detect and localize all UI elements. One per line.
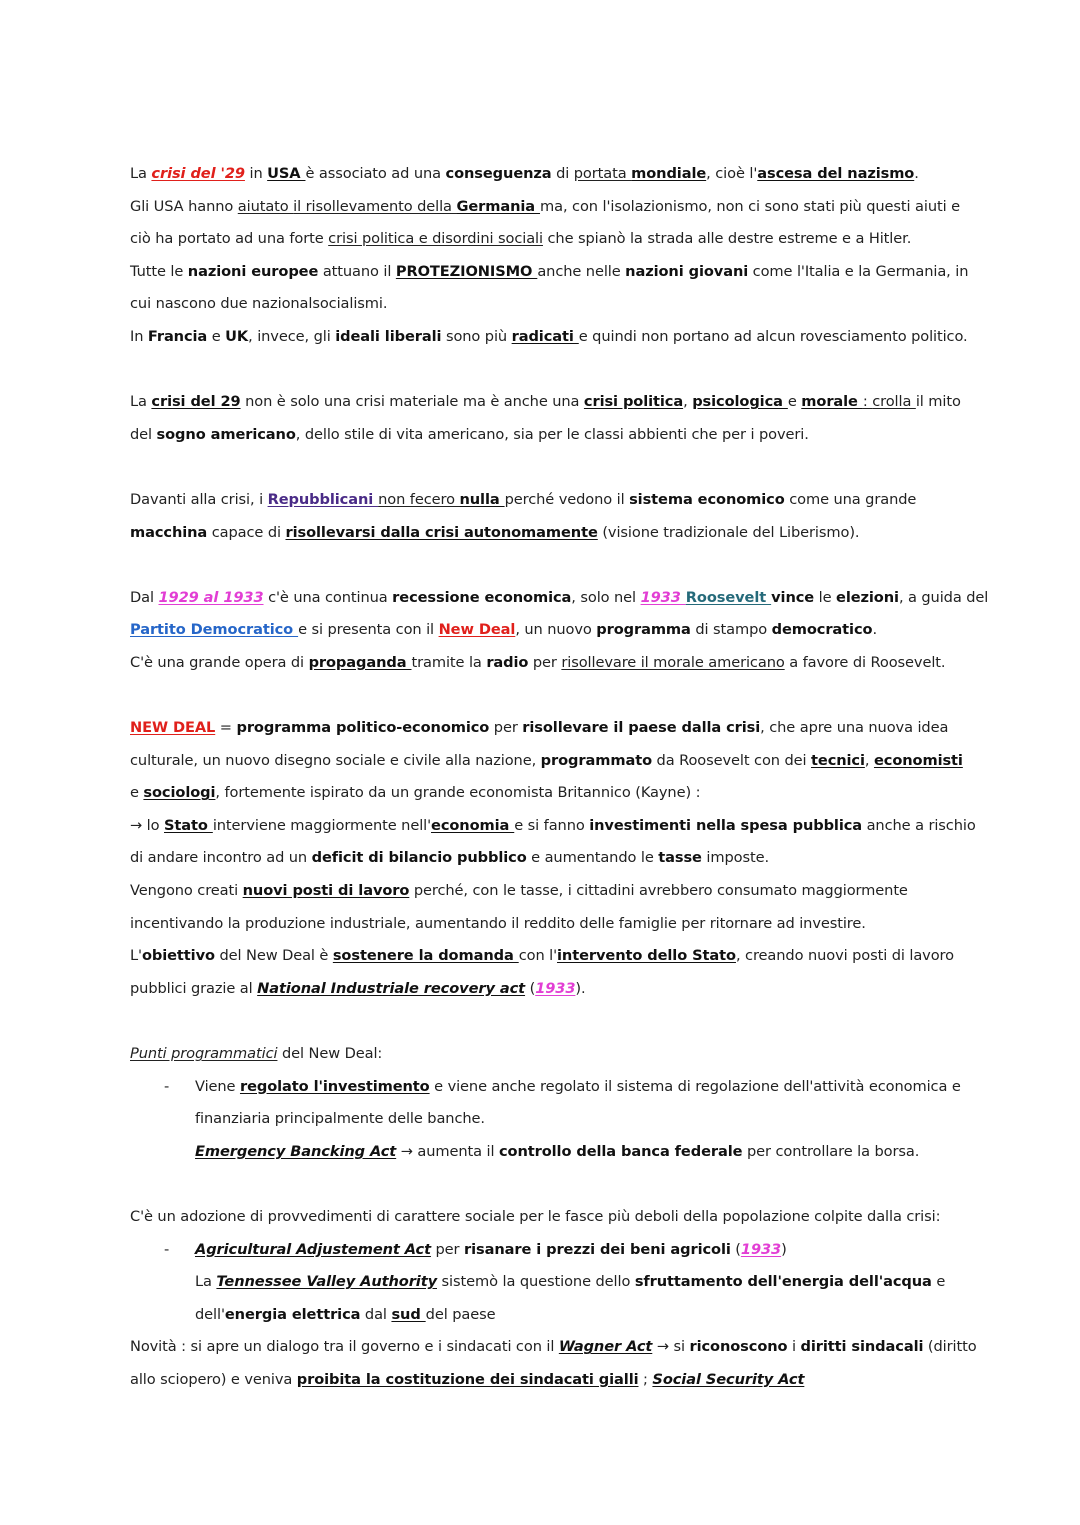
text-line — [130, 745, 963, 778]
text-run: ) — [781, 1240, 787, 1258]
text-run: sostenere la domanda — [332, 947, 519, 965]
text-run: di andare incontro ad un — [130, 849, 312, 867]
text-run: ; — [638, 1370, 653, 1388]
text-line — [130, 875, 960, 908]
text-run: programma politico-economico — [236, 719, 490, 737]
text-run: crisi politica e disordini sociali — [328, 230, 543, 248]
text-line — [130, 1266, 960, 1299]
text-run: , invece, gli — [248, 327, 336, 345]
text-run: risanare i prezzi dei beni agricoli — [463, 1240, 731, 1258]
text-run: programma — [596, 621, 691, 639]
term-roosevelt: Roosevelt — [685, 588, 772, 606]
text-run: del New Deal: — [277, 1045, 383, 1063]
term-repubblicani: Repubblicani — [267, 490, 379, 508]
term-emergency-banking-act: Emergency Bancking Act — [195, 1142, 397, 1160]
text-run: c'è una continua — [263, 588, 393, 606]
text-run: In — [130, 327, 148, 345]
text-line — [130, 842, 960, 875]
text-run: programmato — [540, 751, 652, 769]
text-run: risollevarsi dalla crisi autonomamente — [285, 523, 598, 541]
text-run: 1933 — [640, 588, 686, 606]
text-run: i — [787, 1338, 801, 1356]
text-run: : — [862, 393, 873, 411]
text-line — [130, 1364, 960, 1397]
text-run: , che apre una nuova idea — [760, 719, 949, 737]
text-run: regolato l'investimento — [239, 1077, 430, 1095]
text-run: allo sciopero) e veniva — [130, 1370, 297, 1388]
text-run: La — [130, 165, 152, 182]
text-run: La — [195, 1273, 217, 1291]
text-run: è associato ad una — [305, 165, 446, 182]
term-tva: Tennessee Valley Authority — [216, 1273, 437, 1291]
term-new-deal-heading: NEW DEAL — [130, 719, 216, 737]
text-run: del New Deal è — [214, 947, 333, 965]
text-line — [130, 973, 960, 1006]
text-run: psicologica — [692, 393, 788, 411]
text-run: sistema economico — [629, 490, 785, 508]
text-run: crisi del 29 — [151, 393, 241, 411]
text-run: C'è un adozione di provvedimenti di carattere sociale per le fasce più deboli della popolazione colpite dalla crisi: — [130, 1208, 941, 1225]
text-run: e si presenta con il — [298, 621, 439, 639]
text-run: Stato — [164, 816, 213, 834]
text-run: La — [130, 393, 152, 411]
text-run: , — [864, 751, 874, 769]
text-run: sono più — [441, 327, 512, 345]
text-run: cui nascono due nazionalsocialismi. — [130, 295, 388, 313]
text-run: proibita la costituzione dei sindacati gialli — [296, 1370, 639, 1388]
text-run: dal — [360, 1305, 392, 1323]
text-run: ). — [575, 979, 586, 997]
text-run: dell' — [195, 1305, 225, 1323]
text-run: tasse — [658, 849, 702, 867]
text-run: aiutato — [237, 197, 294, 215]
text-run: e — [787, 393, 802, 411]
text-run: perché vedono il — [504, 490, 630, 508]
text-run: pubblici grazie al — [130, 979, 258, 997]
text-run: non è solo una crisi materiale ma è anche una — [240, 393, 584, 411]
text-run: le — [814, 588, 837, 606]
term-nira: National Industriale recovery act — [257, 979, 526, 997]
text-run: , un nuovo — [515, 621, 597, 639]
text-line — [130, 1331, 977, 1364]
text-run: Gli USA hanno — [130, 197, 238, 215]
text-run: ascesa del nazismo — [757, 165, 915, 182]
text-run: deficit di bilancio pubblico — [311, 849, 527, 867]
text-run: come una grande — [784, 490, 917, 508]
text-run: ma, con l'isolazionismo, non ci sono stati più questi aiuti e — [540, 197, 960, 215]
text-run: (visione tradizionale del Liberismo). — [597, 523, 860, 541]
text-line — [130, 712, 960, 745]
text-run: anche a rischio — [862, 816, 976, 834]
text-run: . — [872, 621, 877, 639]
term-aaa: Agricultural Adjustement Act — [195, 1240, 431, 1258]
text-run: Vengono creati — [130, 882, 243, 900]
text-run: portata — [573, 165, 632, 182]
text-run: incentivando la produzione industriale, aumentando il reddito delle famiglie per ritornare ad investire. — [130, 914, 866, 932]
text-run: risollevare il paese dalla crisi — [522, 719, 761, 737]
text-run: obiettivo — [141, 947, 215, 965]
text-run: sistemò la questione dello — [437, 1273, 635, 1291]
text-run: il risollevamento della — [293, 197, 457, 215]
text-run: nazioni europee — [187, 262, 319, 280]
text-run: , cioè l' — [706, 165, 758, 182]
text-line — [130, 386, 960, 419]
term-wagner-act: Wagner Act — [558, 1338, 653, 1356]
text-run: a favore di Roosevelt. — [784, 653, 946, 671]
text-run: e viene anche regolato il sistema di regolazione dell'attività economica e — [429, 1077, 961, 1095]
text-run: del — [130, 425, 157, 443]
text-run: L' — [130, 947, 142, 965]
notes-page — [130, 158, 989, 1397]
text-run: anche nelle — [537, 262, 626, 280]
text-run: capace di — [207, 523, 286, 541]
text-run: macchina — [130, 523, 208, 541]
text-run: per — [489, 719, 523, 737]
text-run: radio — [486, 653, 529, 671]
text-run: , a guida del — [898, 588, 989, 606]
bullet-dash: - — [164, 1077, 170, 1095]
text-line — [130, 158, 960, 191]
text-run: sogno americano — [156, 425, 296, 443]
text-run: Davanti alla crisi, i — [130, 490, 268, 508]
text-run: e — [130, 784, 144, 802]
text-run: propaganda — [308, 653, 412, 671]
text-run: sociologi — [143, 784, 216, 802]
text-run: con l' — [518, 947, 558, 965]
text-run: risollevare il morale americano — [561, 653, 785, 671]
text-run: e aumentando le — [526, 849, 659, 867]
text-line — [130, 1103, 960, 1136]
text-line — [130, 1071, 960, 1104]
text-line — [130, 908, 960, 941]
text-run: investimenti nella spesa pubblica — [589, 816, 863, 834]
text-line — [130, 191, 960, 224]
text-run: non fecero — [378, 490, 460, 508]
text-run: finanziaria principalmente delle banche. — [195, 1110, 485, 1128]
text-line — [130, 1299, 960, 1332]
text-run: USA — [267, 165, 306, 182]
text-run: perché, con le tasse, i cittadini avrebbero consumato maggiormente — [409, 882, 908, 900]
text-line — [130, 582, 989, 615]
list-item — [130, 1234, 960, 1332]
text-run: e — [931, 1273, 946, 1291]
text-run: , dello stile di vita americano, sia per le classi abbienti che per i poveri. — [295, 425, 809, 443]
text-line — [130, 419, 960, 452]
text-line — [130, 484, 960, 517]
text-run: → aumenta il — [396, 1142, 499, 1160]
text-line — [130, 1201, 960, 1234]
term-social-security-act: Social Security Act — [652, 1370, 805, 1388]
text-run: in — [244, 165, 268, 182]
text-run: tramite la — [411, 653, 487, 671]
text-run: 1929 al 1933 — [158, 588, 264, 606]
text-run: Tutte le — [130, 262, 188, 280]
text-run: e — [207, 327, 226, 345]
text-run: e quindi non portano ad alcun rovesciamento politico. — [578, 327, 968, 345]
text-line — [130, 647, 960, 680]
text-run: (diritto — [923, 1338, 977, 1356]
text-run: per — [430, 1240, 464, 1258]
text-run: e si fanno — [514, 816, 590, 834]
text-run: imposte. — [701, 849, 770, 867]
text-line — [130, 288, 960, 321]
text-run: = — [215, 719, 237, 737]
text-run: ciò ha portato ad una forte — [130, 230, 329, 248]
text-run: controllo della banca federale — [498, 1142, 743, 1160]
text-run: . — [914, 165, 919, 182]
text-run: crisi politica — [583, 393, 684, 411]
text-run: economisti — [873, 751, 963, 769]
text-run: interviene maggiormente nell' — [212, 816, 432, 834]
text-run: culturale, un nuovo disegno sociale e civile alla nazione, — [130, 751, 541, 769]
text-run: C'è una grande opera di — [130, 653, 309, 671]
text-line — [130, 517, 960, 550]
text-run: vince — [771, 588, 815, 606]
text-line — [130, 810, 976, 843]
text-run: Punti programmatici — [130, 1045, 278, 1063]
text-run: per controllare la borsa. — [742, 1142, 920, 1160]
text-run: 1933 — [535, 979, 576, 997]
text-run: sfruttamento dell'energia dell'acqua — [634, 1273, 932, 1291]
text-run: ( — [730, 1240, 741, 1258]
text-run: UK — [225, 327, 249, 345]
text-run: democratico — [771, 621, 873, 639]
text-run: nazioni giovani — [625, 262, 749, 280]
term-new-deal: New Deal — [438, 621, 516, 639]
text-run: il mito — [915, 393, 961, 411]
text-run: di stampo — [690, 621, 772, 639]
text-line — [130, 1038, 960, 1071]
term-crisi-29: crisi del '29 — [151, 165, 245, 182]
text-run: del paese — [425, 1305, 496, 1323]
text-run: → si — [652, 1338, 690, 1356]
text-line — [130, 223, 960, 256]
text-run: , creando nuovi posti di lavoro — [735, 947, 954, 965]
text-run: crolla — [872, 393, 916, 411]
term-partito-democratico: Partito Democratico — [130, 621, 299, 639]
text-run: da Roosevelt con dei — [652, 751, 812, 769]
text-run: Dal — [130, 588, 159, 606]
text-run: sud — [391, 1305, 426, 1323]
text-line — [130, 256, 969, 289]
text-line — [130, 1234, 960, 1267]
text-run: ideali liberali — [335, 327, 442, 345]
text-run: di — [551, 165, 574, 182]
text-run: elezioni — [836, 588, 899, 606]
text-run: morale — [801, 393, 863, 411]
text-run: riconoscono — [689, 1338, 788, 1356]
text-run: Viene — [195, 1077, 240, 1095]
text-run: mondiale — [631, 165, 707, 182]
text-run: → lo — [130, 816, 164, 834]
text-run: intervento dello Stato — [557, 947, 736, 965]
text-run: che spianò la strada alle destre estreme e a Hitler. — [542, 230, 912, 248]
text-run: diritti sindacali — [800, 1338, 924, 1356]
text-line — [130, 321, 968, 354]
text-line — [130, 1136, 960, 1169]
text-line — [130, 940, 960, 973]
text-run: conseguenza — [445, 165, 552, 182]
text-run: radicati — [511, 327, 579, 345]
text-run: tecnici — [811, 751, 865, 769]
text-run: , — [683, 393, 693, 411]
text-run: 1933 — [740, 1240, 782, 1258]
text-run: Novità : si apre un dialogo tra il governo e i sindacati con il — [130, 1338, 559, 1356]
text-line — [130, 614, 960, 647]
list-item — [130, 1071, 960, 1169]
text-run: energia elettrica — [224, 1305, 361, 1323]
text-line — [130, 777, 960, 810]
text-run: , fortemente ispirato da un grande economista Britannico (Kayne) : — [215, 784, 701, 802]
text-run: nuovi posti di lavoro — [242, 882, 410, 900]
text-run: Francia — [147, 327, 208, 345]
text-run: PROTEZIONISMO — [395, 262, 538, 280]
text-run: nulla — [459, 490, 505, 508]
text-run: ( — [525, 979, 536, 997]
text-run: economia — [431, 816, 515, 834]
bullet-dash: - — [164, 1240, 170, 1258]
text-run: , solo nel — [571, 588, 641, 606]
text-run: recessione economica — [392, 588, 572, 606]
text-run: come l'Italia e la Germania, in — [748, 262, 969, 280]
text-run: per — [528, 653, 562, 671]
text-run: attuano il — [318, 262, 396, 280]
text-run: Germania — [456, 197, 541, 215]
